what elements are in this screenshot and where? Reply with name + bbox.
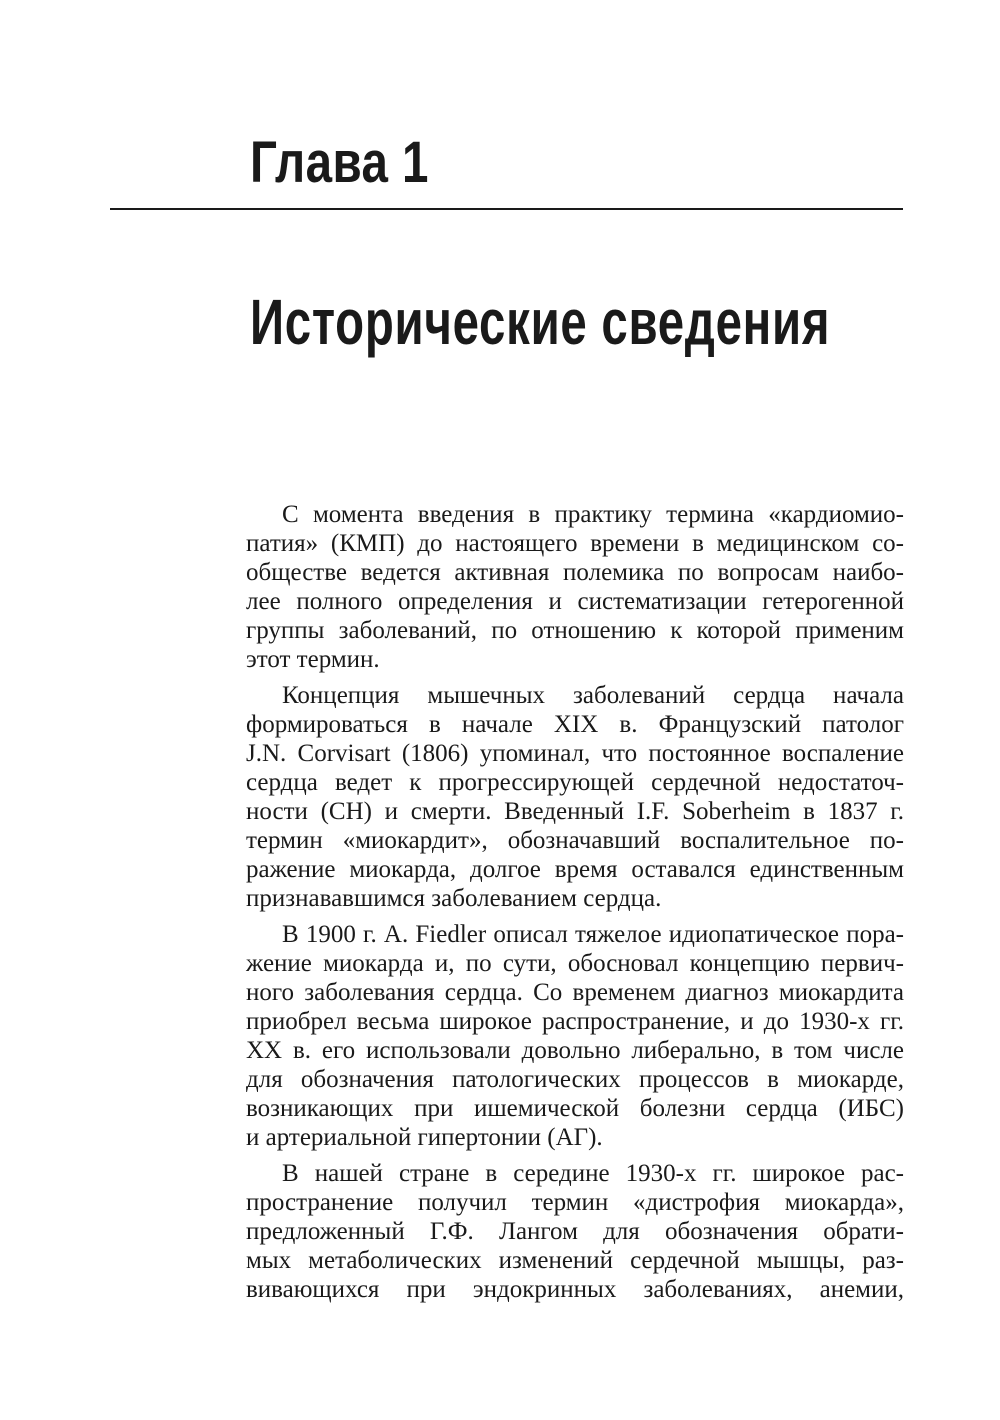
text-line: ражение миокарда, долгое время оставался единственным — [246, 856, 904, 883]
text-line: приобрел весьма широкое распространение, и до 1930-х гг. — [246, 1008, 904, 1035]
chapter-divider — [110, 208, 903, 210]
text-line: предложенный Г.Ф. Лангом для обозначения обрати- — [246, 1218, 904, 1245]
text-line: лее полного определения и систематизации гетерогенной — [246, 588, 904, 615]
paragraph — [246, 500, 904, 674]
paragraph — [246, 920, 904, 1152]
chapter-title: Исторические сведения — [250, 286, 831, 358]
chapter-label: Глава 1 — [250, 130, 429, 195]
text-line: формироваться в начале XIX в. Французский патолог — [246, 711, 904, 738]
text-line: Концепция мышечных заболеваний сердца начала — [282, 682, 904, 709]
body-text — [246, 500, 904, 1311]
text-line: и артериальной гипертонии (АГ). — [246, 1124, 603, 1151]
text-line: С момента введения в практику термина «кардиомио- — [282, 501, 904, 528]
text-line: группы заболеваний, по отношению к которой применим — [246, 617, 904, 644]
paragraph — [246, 681, 904, 913]
text-line: возникающих при ишемической болезни сердца (ИБС) — [246, 1095, 904, 1122]
text-line: признававшимся заболеванием сердца. — [246, 885, 662, 912]
text-line: этот термин. — [246, 646, 380, 673]
text-line: термин «миокардит», обозначавший воспалительное по- — [246, 827, 904, 854]
text-line: патия» (КМП) до настоящего времени в медицинском со- — [246, 530, 904, 557]
text-line: вивающихся при эндокринных заболеваниях, анемии, — [246, 1276, 904, 1303]
text-line: ности (СН) и смерти. Введенный I.F. Soberheim в 1837 г. — [246, 798, 904, 825]
paragraph — [246, 1159, 904, 1304]
text-line: В 1900 г. A. Fiedler описал тяжелое идиопатическое пора- — [282, 921, 904, 948]
text-line: для обозначения патологических процессов в миокарде, — [246, 1066, 904, 1093]
text-line: XX в. его использовали довольно либерально, в том числе — [246, 1037, 904, 1064]
text-line: В нашей стране в середине 1930-х гг. широкое рас- — [282, 1160, 904, 1187]
text-line: ного заболевания сердца. Со временем диагноз миокардита — [246, 979, 904, 1006]
text-line: обществе ведется активная полемика по вопросам наибо- — [246, 559, 904, 586]
text-line: мых метаболических изменений сердечной мышцы, раз- — [246, 1247, 904, 1274]
text-line: пространение получил термин «дистрофия миокарда», — [246, 1189, 904, 1216]
text-line: жение миокарда и, по сути, обосновал концепцию первич- — [246, 950, 904, 977]
text-line: J.N. Corvisart (1806) упоминал, что постоянное воспаление — [246, 740, 904, 767]
text-line: сердца ведет к прогрессирующей сердечной недостаточ- — [246, 769, 904, 796]
